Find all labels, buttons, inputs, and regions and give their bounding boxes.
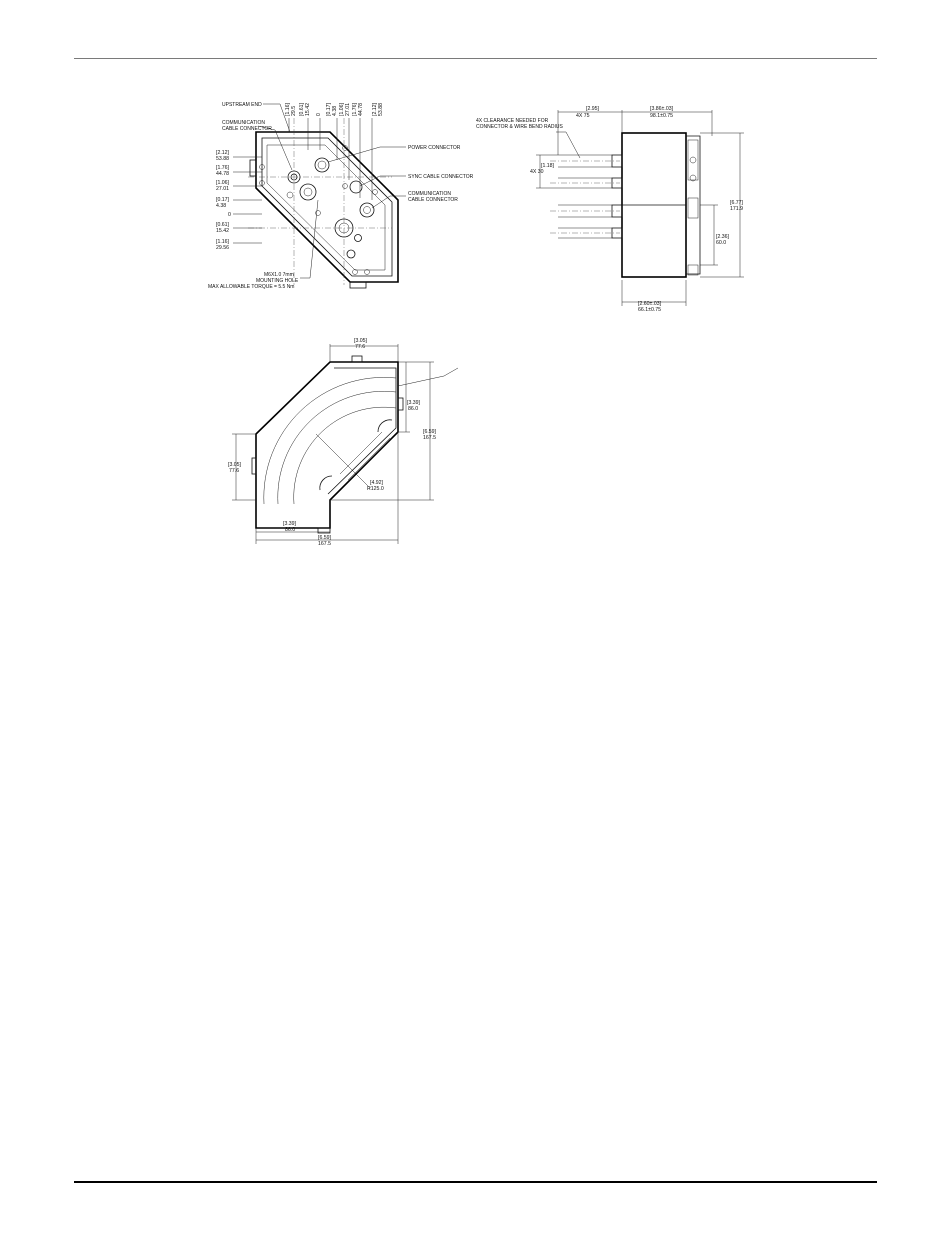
left-dim-4-in: [0.17]	[216, 197, 229, 203]
top-dim-6-mm: 44.78	[358, 103, 364, 116]
comm-connector-top-label-2: CABLE CONNECTOR	[222, 126, 272, 132]
v3-right-upper-mm: 86.0	[408, 406, 419, 412]
top-dim-4-in: [0.17]	[326, 103, 332, 116]
left-dim-7-in: [1.16]	[216, 239, 229, 245]
top-view-bottom-tab	[350, 282, 366, 288]
left-dim-1-in: [2.12]	[216, 150, 229, 156]
top-dim-7-mm: 53.88	[378, 103, 384, 116]
dim-bottom-mm: 66.1±0.75	[638, 307, 662, 313]
curve-module-inner-edge	[328, 368, 396, 494]
v3-radius-mm: R125.0	[367, 486, 384, 492]
dim-right-mm: 171.9	[730, 206, 743, 212]
mount-label-3: MAX ALLOWABLE TORQUE = 5.5 Nm	[208, 284, 295, 290]
left-dim-leaders	[233, 157, 262, 243]
power-connector-inner	[318, 161, 326, 169]
comm-connector-right	[360, 203, 374, 217]
dim-inner-mm: 60.0	[716, 240, 727, 246]
comm-connector-right-label-1: COMMUNICATION	[408, 191, 451, 197]
sync-connector-label: SYNC CABLE CONNECTOR	[408, 174, 474, 180]
dim-top-right-in: [3.86±.03]	[650, 106, 674, 112]
dim-left-in: [1.18]	[541, 163, 554, 169]
mount-label-2: MOUNTING HOLE	[256, 278, 299, 284]
top-dim-4-mm: 4.38	[332, 105, 338, 116]
top-dim-3-in: 0	[316, 113, 322, 116]
curve-slot-top	[378, 420, 392, 432]
left-dim-6-mm: 15.42	[216, 228, 229, 234]
comm-connector-right-inner	[364, 207, 371, 214]
top-dim-7-in: [2.12]	[372, 103, 378, 116]
dim-top-left-mm: 4X 75	[576, 113, 590, 119]
dim-top-right-mm: 98.1±0.75	[650, 113, 674, 119]
small-hole-5	[343, 184, 348, 189]
curve-top-tab	[352, 356, 362, 362]
curve-channel	[340, 432, 382, 474]
mount-label-1: M6X1.0 7mm	[264, 272, 294, 278]
dim-bottom-in: [2.60±.03]	[638, 301, 662, 307]
comm-right-leader	[372, 196, 406, 208]
side-view-bracket-top	[688, 140, 698, 180]
top-dim-group	[285, 102, 384, 116]
dim-right-upper-line	[398, 362, 410, 432]
side-view-bracket-mid	[688, 198, 698, 218]
v3-left-in: [3.05]	[228, 462, 241, 468]
v3-top-mm: 77.6	[355, 344, 366, 350]
left-dim-3-in: [1.06]	[216, 180, 229, 186]
small-hole-3	[287, 192, 293, 198]
left-dim-3-mm: 27.01	[216, 186, 229, 192]
top-dim-1-in: [1.16]	[285, 103, 291, 116]
screw-5	[373, 190, 378, 195]
left-dim-2-in: [1.76]	[216, 165, 229, 171]
dim-inner-in: [2.36]	[716, 234, 729, 240]
mounting-hole-inner	[304, 188, 312, 196]
v3-radius-in: [4.92]	[370, 480, 383, 486]
comm-connector-top-label-1: COMMUNICATION	[222, 120, 265, 126]
dim-top-left-in: [2.95]	[586, 106, 599, 112]
top-dim-5-mm: 27.01	[345, 103, 351, 116]
v3-left-mm: 77.6	[229, 468, 240, 474]
v3-top-in: [3.05]	[354, 338, 367, 344]
side-view-screw-1	[690, 157, 696, 163]
left-dim-2-mm: 44.78	[216, 171, 229, 177]
v3-bottom-total-in: [6.59]	[318, 535, 331, 541]
v3-right-upper-in: [3.39]	[407, 400, 420, 406]
side-view-drawing	[536, 110, 744, 306]
curve-slot-bottom	[320, 476, 332, 490]
clearance-label-1: 4X CLEARANCE NEEDED FOR	[476, 118, 549, 124]
curve-channel-2	[348, 438, 390, 480]
clearance-centerlines	[550, 161, 620, 233]
v3-bottom-inner-in: [3.39]	[283, 521, 296, 527]
side-view-bracket-bottom	[688, 265, 698, 275]
left-dim-group	[216, 150, 231, 251]
left-dim-5-in: 0	[228, 212, 231, 218]
v3-right-total-mm: 167.5	[423, 435, 436, 441]
left-dim-4-mm: 4.38	[216, 203, 227, 209]
clearance-lines	[558, 155, 612, 238]
left-dim-1-mm: 53.88	[216, 156, 229, 162]
top-dim-2-in: [0.61]	[299, 103, 305, 116]
top-dim-1-mm: 29.5	[291, 105, 297, 116]
dim-right-in: [6.77]	[730, 200, 743, 206]
left-dim-7-mm: 29.56	[216, 245, 229, 251]
leader-right-top	[398, 368, 458, 386]
power-connector	[315, 158, 329, 172]
small-hole-2	[347, 250, 355, 258]
comm-connector-right-label-2: CABLE CONNECTOR	[408, 197, 458, 203]
upstream-end-label: UPSTREAM END	[222, 102, 262, 108]
clearance-label-2: CONNECTOR & WIRE BEND RADIUS	[476, 124, 563, 130]
left-dim-6-in: [0.61]	[216, 222, 229, 228]
top-dim-6-in: [1.76]	[352, 103, 358, 116]
top-view-housing-outline	[256, 132, 398, 282]
v3-bottom-total-mm: 167.5	[318, 541, 331, 547]
bottom-view-drawing	[232, 344, 458, 544]
power-connector-label: POWER CONNECTOR	[408, 145, 461, 151]
top-view-left-tab	[250, 160, 256, 176]
v3-right-total-in: [6.59]	[423, 429, 436, 435]
dim-left-mm: 4X 30	[530, 169, 544, 175]
top-dim-2-mm: 15.42	[305, 103, 311, 116]
top-view-housing-inner	[262, 138, 392, 276]
clearance-leader	[556, 132, 580, 158]
small-hole-1	[355, 235, 362, 242]
footer-rule	[74, 1181, 877, 1183]
mounting-hole	[300, 184, 316, 200]
dim-top-left-line	[558, 110, 622, 155]
v3-bottom-inner-mm: 86.0	[285, 527, 296, 533]
top-dim-5-in: [1.06]	[339, 103, 345, 116]
